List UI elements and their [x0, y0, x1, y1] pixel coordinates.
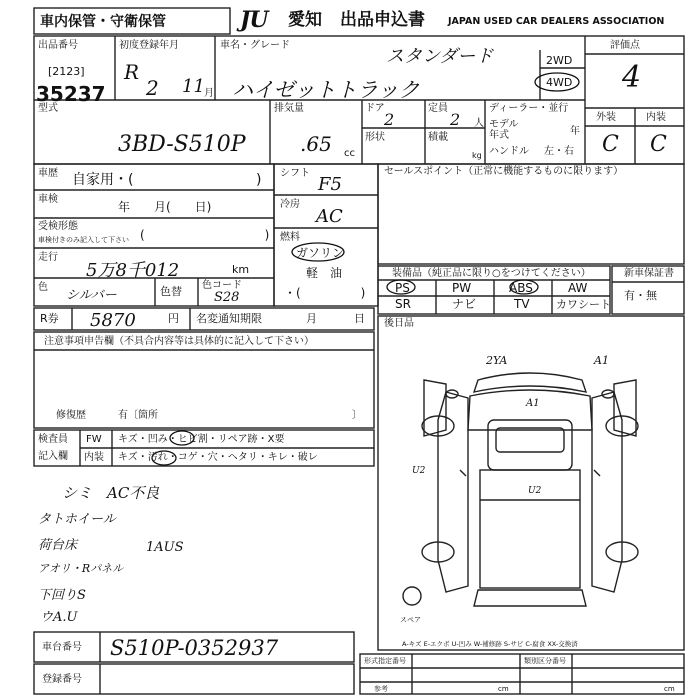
registration-number-label: 登録番号 [42, 674, 82, 685]
era-value: R [124, 60, 140, 84]
lot-number: 35237 [36, 82, 106, 106]
model-year-label: モデル [489, 119, 519, 130]
note-line-4: アオリ・Rパネル [38, 562, 124, 575]
chassis-number: S510P-0352937 [110, 636, 279, 660]
year-unit: 年 [570, 126, 580, 137]
cc-unit: cc [344, 148, 355, 159]
remarks-label: 注意事項申告欄（不具合内容等は具体的に記入して下さい） [44, 336, 314, 347]
ac-label: 冷房 [280, 199, 300, 210]
receipt-type-label: 受検形態 [38, 221, 78, 232]
grade-value: スタンダード [386, 46, 494, 67]
inspection-date: 年 月( 日) [118, 200, 212, 214]
mileage-label: 走行 [38, 252, 58, 263]
ac-value: AC [316, 206, 343, 227]
dealer-label: ディーラー・並行 [489, 103, 569, 114]
lot-number-label: 出品番号 [38, 40, 78, 51]
repair-history-value: 有〔箇所 [118, 410, 158, 421]
person-unit: 人 [474, 118, 484, 129]
note-line-3: 荷台床 [38, 538, 78, 553]
registration-year: 2 [146, 76, 159, 100]
shape-label: 形状 [365, 132, 385, 143]
org-name: 愛知 [288, 10, 322, 30]
handle-label: ハンドル [489, 146, 529, 157]
registration-month: 11 [182, 76, 205, 97]
displacement-value: .65 [300, 132, 332, 156]
after-sales-label: 後日品 [384, 318, 414, 329]
sales-point-label: セールスポイント（正常に機能するものに限ります） [384, 166, 624, 177]
door-value: 2 [384, 110, 395, 129]
color-code-label: 色コード [202, 280, 242, 291]
drive-2wd: 2WD [546, 54, 573, 67]
rating-label: 評価点 [610, 40, 640, 51]
diagram-label-side: U2 [412, 466, 426, 476]
exterior-grade: C [602, 132, 619, 157]
warranty-options: 有・無 [624, 289, 657, 302]
km-unit: km [232, 263, 250, 276]
interior-grade: C [650, 132, 667, 157]
repair-history-label: 修復歴 [56, 410, 86, 421]
color-change-label: 色替 [160, 285, 182, 298]
fuel-other: ・( ) [284, 286, 366, 300]
diagram-label-hood: A1 [526, 398, 540, 409]
year-label: 年式 [489, 130, 509, 141]
type-class-label: 形式指定番号 [364, 657, 406, 665]
car-name-grade-label: 車名・グレード [220, 40, 290, 51]
equip-tv: TV [514, 297, 530, 311]
type-category-label: 類別区分番号 [524, 657, 566, 665]
car-name-value: ハイゼットトラック [232, 78, 420, 102]
interior-tag: 内装 [84, 452, 104, 463]
exterior-tag: FW [86, 434, 102, 445]
equip-leather: カワシート [556, 298, 611, 311]
month-unit: 月 [204, 88, 214, 99]
history-label: 車歴 [38, 168, 58, 179]
damage-legend: A-キズ E-エクボ U-凹み W-補修跡 S-サビ C-腐食 XX-交換済 [402, 640, 578, 648]
document-title: 出品申込書 [340, 10, 425, 30]
fuel-alt: 軽 油 [306, 266, 343, 280]
name-change-month: 月 [306, 312, 317, 325]
receipt-paren: ( ) [140, 228, 270, 242]
displacement-label: 排気量 [274, 103, 304, 114]
lot-bracket: [2123] [48, 65, 85, 78]
equip-navi: ナビ [452, 297, 477, 311]
diagram-label-front-left: 2YA [486, 354, 508, 367]
load-label: 積載 [428, 132, 448, 143]
note-line-6: ウA.U [40, 610, 78, 625]
cm-unit-1: cm [498, 685, 509, 693]
recycle-value: 5870 [90, 310, 136, 331]
association-name: JAPAN USED CAR DEALERS ASSOCIATION [448, 16, 665, 27]
handle-options: 左・右 [544, 146, 574, 157]
rating-value: 4 [622, 60, 642, 95]
ref-label: 参考 [374, 685, 388, 693]
fuel-value: ガソリン [296, 246, 345, 260]
yen-unit: 円 [168, 312, 179, 325]
interior-label: 内装 [646, 112, 666, 123]
spare-label: スペア [400, 616, 421, 624]
note-line-1: シミ AC不良 [62, 484, 160, 502]
interior-items: キズ・汚れ・コゲ・穴・ヘタリ・キレ・破レ [118, 452, 318, 463]
shift-value: F5 [318, 174, 342, 195]
recycle-label: R券 [40, 312, 59, 325]
cm-unit-2: cm [664, 685, 675, 693]
equip-aw: AW [568, 281, 588, 295]
storage-label: 車内保管・守衛保管 [40, 14, 166, 30]
capacity-value: 2 [450, 110, 461, 129]
diagram-label-front-right: A1 [594, 354, 609, 367]
shift-label: シフト [280, 168, 310, 179]
repair-history-close: 〕 [352, 410, 362, 421]
inspection-label: 車検 [38, 194, 58, 205]
name-change-day: 日 [354, 312, 365, 325]
equip-pw: PW [452, 281, 472, 295]
exterior-items: キズ・凹み・ヒビ割・リペア跡・X要 [118, 434, 285, 445]
color-value: シルバー [66, 288, 117, 303]
mileage-value: 5万8千012 [86, 260, 180, 281]
note-line-3-extra: 1AUS [146, 540, 184, 555]
note-line-5: 下回りS [38, 588, 86, 603]
drive-4wd: 4WD [546, 76, 573, 89]
history-value: 自家用・( [72, 172, 134, 188]
exterior-label: 外装 [596, 112, 616, 123]
equip-sr: SR [395, 297, 411, 311]
car-diagram [403, 373, 638, 606]
inspector-label: 検査員 [38, 434, 68, 445]
first-registration-label: 初度登録年月 [119, 40, 179, 51]
kg-unit: kg [472, 151, 482, 160]
history-close: ) [256, 172, 262, 188]
name-change-label: 名変通知期限 [196, 312, 262, 325]
receipt-note: 車検付きのみ記入して下さい [38, 236, 129, 244]
equip-ps: PS [395, 281, 410, 295]
warranty-label: 新車保証書 [624, 268, 674, 279]
diagram-label-roof: U2 [528, 486, 542, 496]
model-label: 型式 [38, 103, 58, 114]
equip-abs: ABS [509, 281, 533, 295]
door-label: ドア [365, 103, 385, 114]
equipment-label: 装備品（純正品に限り○をつけてください） [392, 268, 591, 279]
chassis-label: 車台番号 [42, 642, 82, 653]
model-value: 3BD-S510P [118, 132, 246, 157]
entry-label: 記入欄 [38, 451, 68, 462]
ju-logo: JU [240, 7, 268, 33]
color-label: 色 [38, 282, 48, 293]
fuel-label: 燃料 [280, 232, 300, 243]
color-code-value: S28 [214, 290, 240, 305]
note-line-2: タトホイール [38, 512, 116, 527]
capacity-label: 定員 [428, 103, 448, 114]
